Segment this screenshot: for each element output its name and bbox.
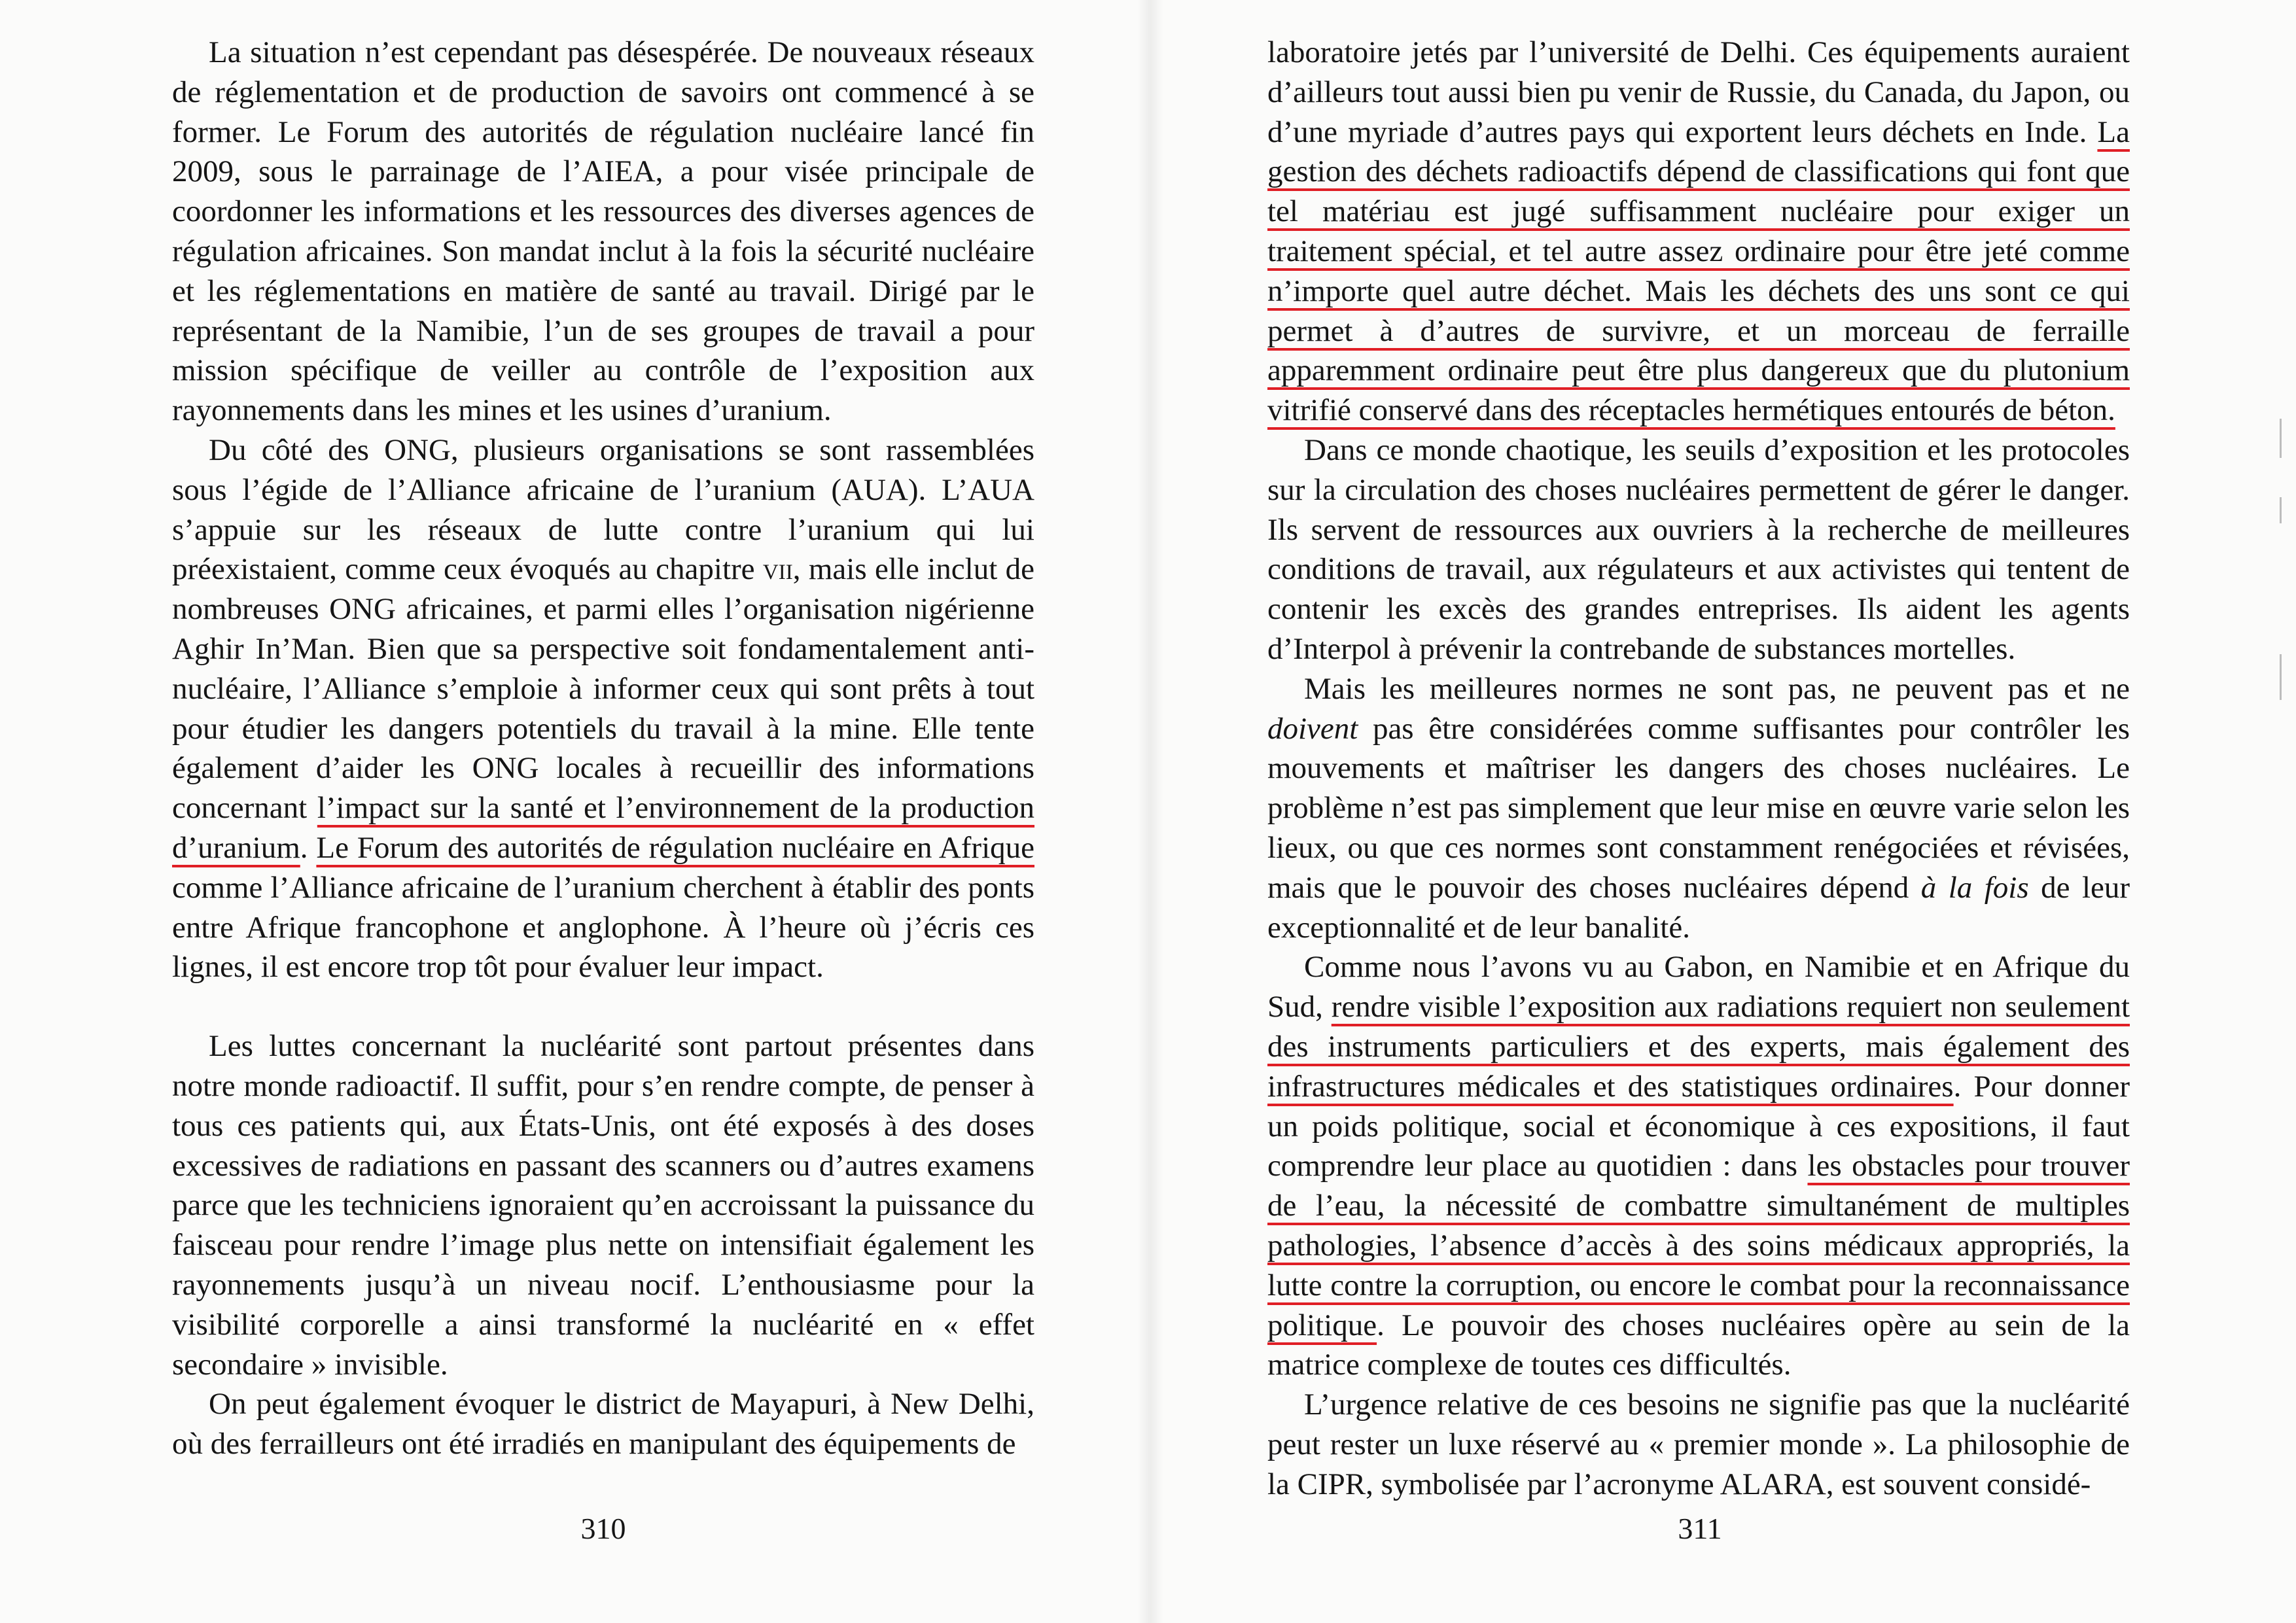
red-underline-annotation: rendre visible l’exposition aux radiations requiert non seulement des instruments particuliers et des experts, mais également des infrastructures médicales et des statistiques ordinaires xyxy=(1267,990,2130,1104)
text-run: Du côté des ONG, plusieurs organisations se sont rassemblées sous l’égide de l’Alliance africaine de l’uranium (AUA). L’AUA s’appuie sur les réseaux de lutte contre l’uranium qui lui préexistaient, comme ceux évoqués au chapitre xyxy=(172,432,1034,587)
left-paragraph-3: Les luttes concernant la nucléarité sont partout présentes dans notre monde radioactif. Il suffit, pour s’en rendre compte, de penser à tous ces patients qui, aux États-Unis, ont été exposés à des doses excessives de radiations en passant des scanners ou d’autres examens parce que les techniciens ignoraient qu’en accroissant la puissance du faisceau pour rendre l’image plus nette on intensifiait également les rayonnements jusqu’à un niveau nocif. L’enthousiasme pour la visibilité corporelle a ainsi transformé la nucléarité en « effet secondaire » invisible. xyxy=(172,1029,1034,1382)
emphasis: à la fois xyxy=(1920,870,2029,905)
text-run: de leur exceptionnalité et de leur banalité. xyxy=(1267,870,2130,945)
left-paragraph-4: On peut également évoquer le district de Mayapuri, à New Delhi, où des ferrailleurs ont été irradiés en manipulant des équipements de xyxy=(172,1387,1034,1461)
text-run: pas être considérées comme suffisantes pour contrôler les mouvements et maîtriser les dangers des choses nucléaires. Le problème n’est pas simplement que leur mise en œuvre varie selon les lieux, ou que ces normes sont constamment renégociées et révisées, mais que le pouvoir des choses nucléaires dépend xyxy=(1267,711,2130,905)
scan-edge-mark xyxy=(2280,654,2282,700)
left-paragraph-1: La situation n’est cependant pas désespérée. De nouveaux réseaux de réglementation et de production de savoirs ont commencé à se former. Le Forum des autorités de régulation nucléaire lancé fin 2009, sous le parrainage de l’AIEA, a pour visée principale de coordonner les informations et les ressources des diverses agences de régulation africaines. Son mandat inclut à la fois la sécurité nucléaire et les réglementations en matière de santé au travail. Dirigé par le représentant de la Namibie, l’un de ses groupes de travail a pour mission spécifique de veiller au contrôle de l’exposition aux rayonnements dans les mines et les usines d’uranium. xyxy=(172,35,1034,428)
text-run: Comme nous l’avons vu au Gabon, en Namibie et en Afrique du Sud, xyxy=(1267,950,2130,1024)
text-run: Mais les meilleures normes ne sont pas, ne peuvent pas et ne xyxy=(1304,671,2130,706)
right-paragraph-4 xyxy=(1267,947,2130,1385)
text-run: laboratoire jetés par l’université de Delhi. Ces équipements auraient d’ailleurs tout aussi bien pu venir de Russie, du Canada, du Japon, ou d’une myriade d’autres pays qui exportent leurs déchets en Inde. xyxy=(1267,35,2130,149)
text-run: . Pour donner un poids politique, social et économique à ces expositions, il faut comprendre leur place au quotidien : dans xyxy=(1267,1069,2130,1183)
left-page xyxy=(172,33,1034,1464)
right-paragraph-1 xyxy=(1267,33,2130,430)
text-run: comme l’Alliance africaine de l’uranium cherchent à établir des ponts entre Afrique francophone et anglophone. À l’heure où j’écris ces lignes, il est encore trop tôt pour évaluer leur impact. xyxy=(172,870,1034,985)
page-number-left: 310 xyxy=(580,1512,626,1545)
red-underline-annotation: Le Forum des autorités de régulation nucléaire en Afrique xyxy=(316,830,1034,865)
page-number-right: 311 xyxy=(1678,1512,1722,1545)
red-underline-annotation: les obstacles pour trouver de l’eau, la nécessité de combattre simultanément de multiples pathologies, l’absence d’accès à des soins médicaux appropriés, la lutte contre la corruption, ou encore le combat pour la reconnaissance politique xyxy=(1267,1149,2130,1342)
chapter-number: vii xyxy=(762,552,793,587)
right-page xyxy=(1267,33,2130,1504)
right-paragraph-5: L’urgence relative de ces besoins ne signifie pas que la nucléarité peut rester un luxe réservé au « premier monde ». La philosophie de la CIPR, symbolisée par l’acronyme ALARA, est souvent considé- xyxy=(1267,1387,2130,1501)
red-underline-annotation: La gestion des déchets radioactifs dépend de classifications qui font que tel matériau est jugé suffisamment nucléaire pour exiger un traitement spécial, et tel autre assez ordinaire pour être jeté comme n’importe quel autre déchet. Mais les déchets des uns sont ce qui permet à d’autres de survivre, et un morceau de ferraille apparemment ordinaire peut être plus dangereux que du plutonium vitrifié conservé dans des réceptacles hermétiques entourés de béton. xyxy=(1267,114,2130,428)
text-run: . xyxy=(300,830,317,865)
right-paragraph-3 xyxy=(1267,669,2130,948)
left-paragraph-2 xyxy=(172,430,1034,987)
book-gutter xyxy=(1137,0,1163,1623)
text-run: , mais elle inclut de nombreuses ONG africaines, et parmi elles l’organisation nigérienne Aghir In’Man. Bien que sa perspective soit fondamentalement anti-nucléaire, l’Alliance s’emploie à informer ceux qui sont prêts à tout pour étudier les dangers potentiels du travail à la mine. Elle tente également d’aider les ONG locales à recueillir des informations concernant xyxy=(172,552,1034,826)
emphasis: doivent xyxy=(1267,711,1358,746)
red-underline-annotation: l’impact sur la santé et l’environnement de la production d’uranium xyxy=(172,791,1035,865)
scan-edge-mark xyxy=(2280,419,2282,458)
right-paragraph-2: Dans ce monde chaotique, les seuils d’exposition et les protocoles sur la circulation des choses nucléaires permettent de gérer le danger. Ils servent de ressources aux ouvriers à la recherche de meilleures conditions de travail, aux régulateurs et aux activistes qui tentent de contenir les excès des grandes entreprises. Ils aident les agents d’Interpol à prévenir la contrebande de substances mortelles. xyxy=(1267,432,2130,666)
text-run: . Le pouvoir des choses nucléaires opère au sein de la matrice complexe de toutes ces difficultés. xyxy=(1267,1308,2130,1382)
scan-edge-mark xyxy=(2280,497,2282,523)
